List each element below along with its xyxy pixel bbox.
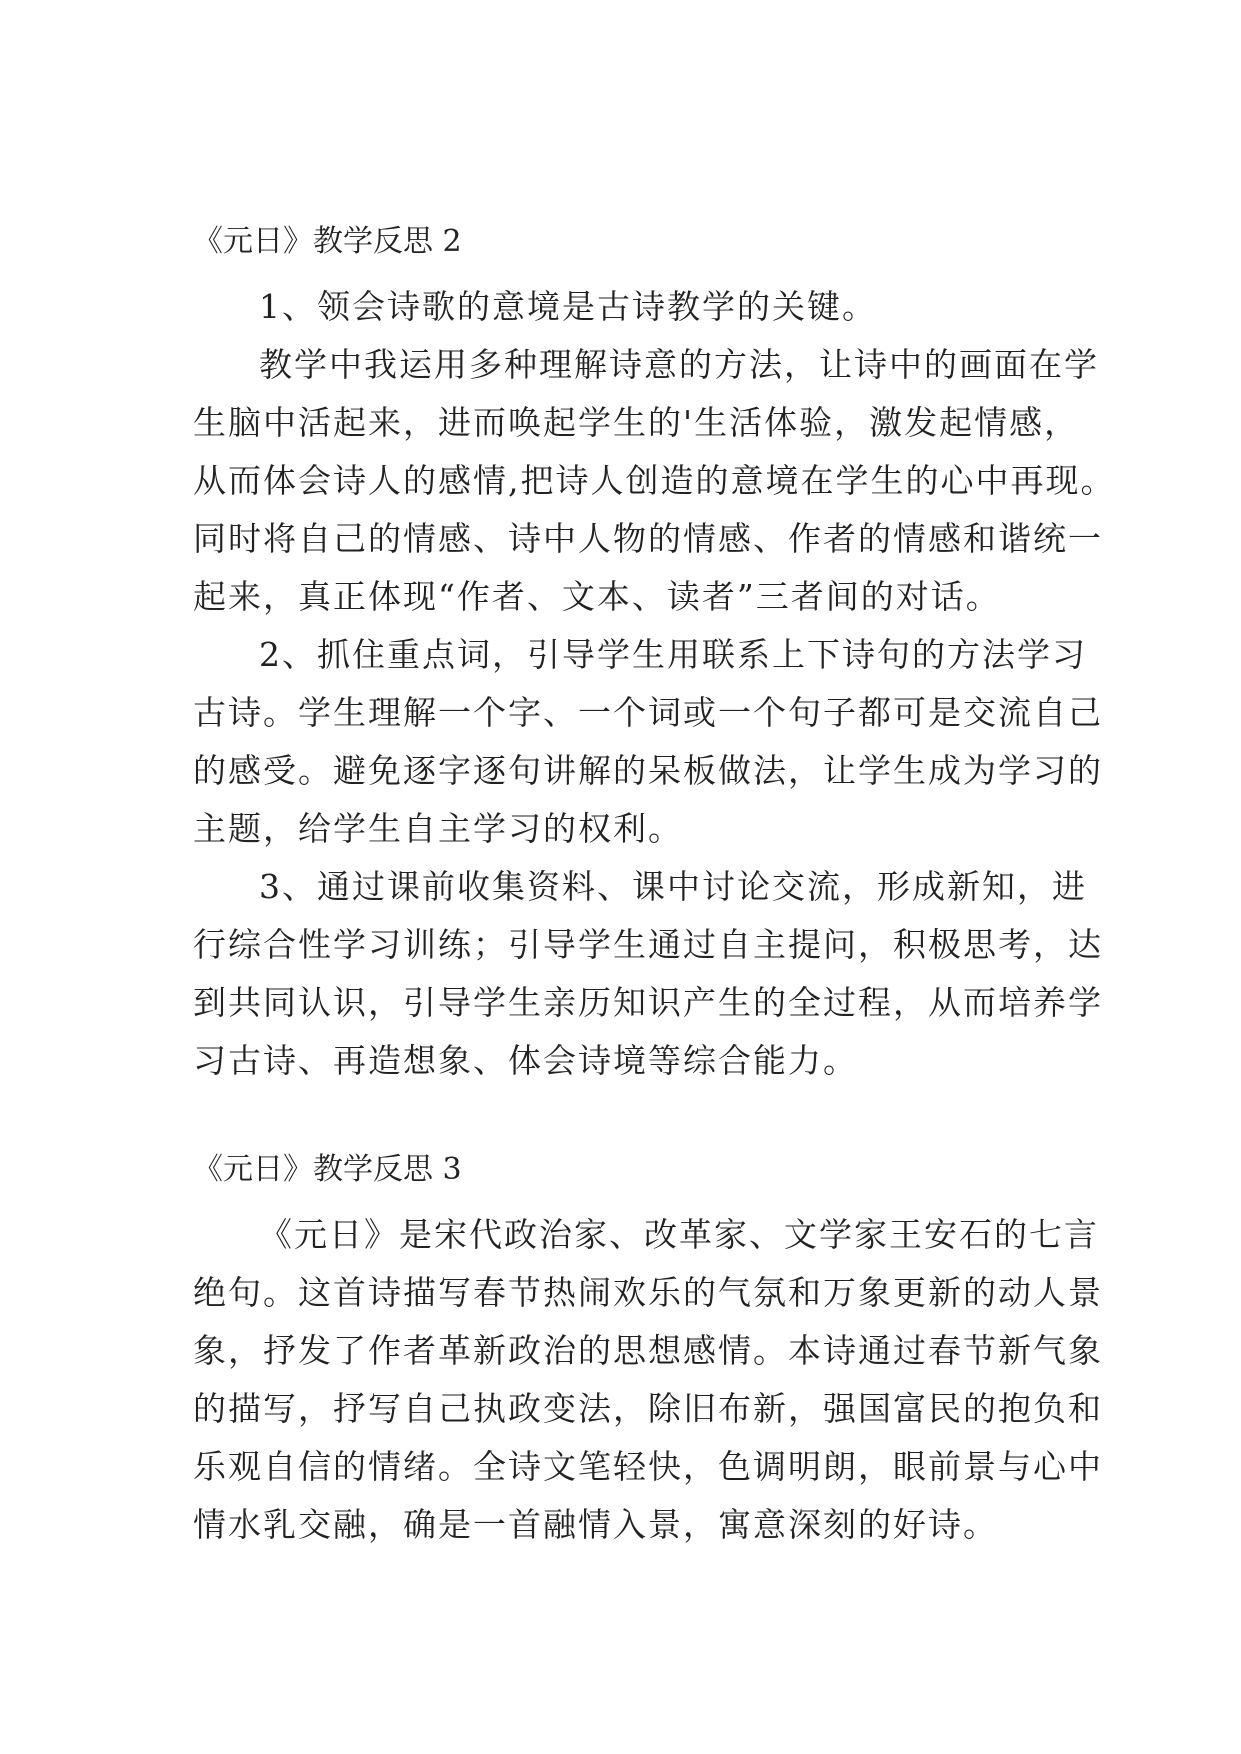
text-line: 生脑中活起来，进而唤起学生的'生活体验，激发起情感， xyxy=(193,403,1080,442)
text-line: 起来，真正体现“作者、文本、读者”三者间的对话。 xyxy=(193,577,1001,616)
text-line: 行综合性学习训练；引导学生通过自主提问，积极思考，达 xyxy=(193,925,1103,964)
text-line: 同时将自己的情感、诗中人物的情感、作者的情感和谐统一 xyxy=(193,519,1103,558)
text-line: 教学中我运用多种理解诗意的方法，让诗中的画面在学 xyxy=(259,345,1099,384)
text-line: 主题，给学生自主学习的权利。 xyxy=(193,809,683,848)
text-line: 绝句。这首诗描写春节热闹欢乐的气氛和万象更新的动人景 xyxy=(193,1273,1103,1312)
text-line: 的感受。避免逐字逐句讲解的呆板做法，让学生成为学习的 xyxy=(193,751,1103,790)
text-line: 《元日》是宋代政治家、改革家、文学家王安石的七言 xyxy=(259,1215,1099,1254)
text-line: 的描写，抒写自己执政变法，除旧布新，强国富民的抱负和 xyxy=(193,1389,1103,1428)
text-line: 从而体会诗人的感情,把诗人创造的意境在学生的心中再现。 xyxy=(193,461,1116,500)
paragraph xyxy=(193,1206,1103,1554)
text-line: 象，抒发了作者革新政治的思想感情。本诗通过春节新气象 xyxy=(193,1331,1103,1370)
text-line: 乐观自信的情绪。全诗文笔轻快，色调明朗，眼前景与心中 xyxy=(193,1447,1103,1486)
section-reflection-2 xyxy=(193,222,1116,1090)
text-line: 到共同认识，引导学生亲历知识产生的全过程，从而培养学 xyxy=(193,983,1103,1022)
text-line: 情水乳交融，确是一首融情入景，寓意深刻的好诗。 xyxy=(193,1505,998,1544)
text-line: 古诗。学生理解一个字、一个词或一个句子都可是交流自己 xyxy=(193,693,1103,732)
section-heading: 《元日》教学反思 2 xyxy=(193,224,462,259)
section-heading: 《元日》教学反思 3 xyxy=(193,1152,462,1187)
paragraph xyxy=(193,336,1116,626)
text-line: 3、通过课前收集资料、课中讨论交流，形成新知，进 xyxy=(259,867,1087,906)
text-line: 2、抓住重点词，引导学生用联系上下诗句的方法学习 xyxy=(259,635,1087,674)
section-reflection-3 xyxy=(193,1150,1103,1554)
text-line: 1、领会诗歌的意境是古诗教学的关键。 xyxy=(259,287,877,326)
paragraph xyxy=(193,858,1103,1090)
paragraph xyxy=(193,626,1103,858)
paragraph xyxy=(193,278,1055,336)
text-line: 习古诗、再造想象、体会诗境等综合能力。 xyxy=(193,1041,858,1080)
